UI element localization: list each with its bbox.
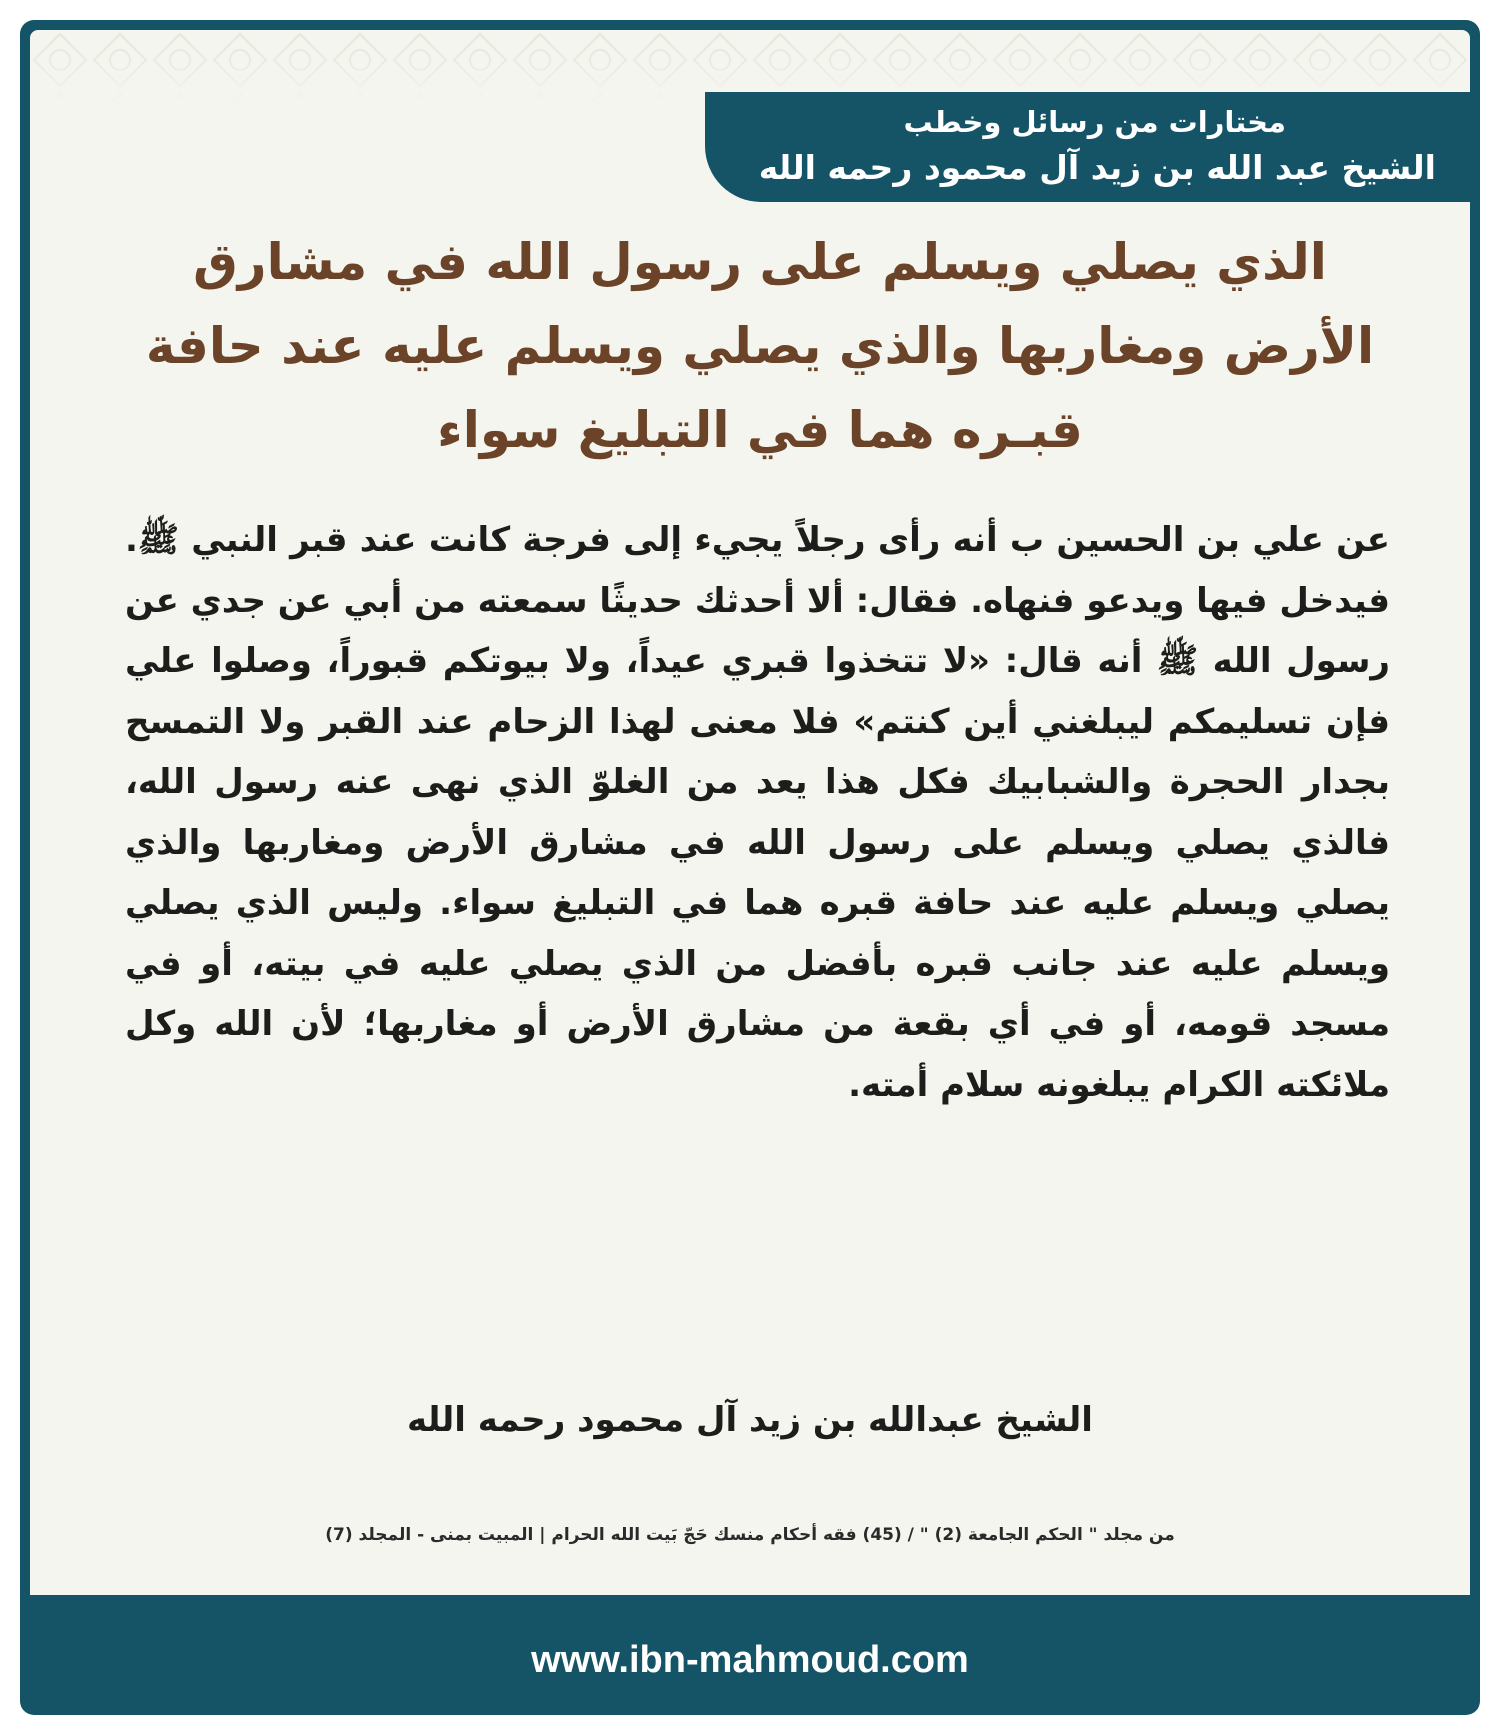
footer-url-link[interactable]: www.ibn-mahmoud.com [531,1639,969,1681]
page-title: الذي يصلي ويسلم على رسول الله في مشارق الأرض ومغاربها والذي يصلي ويسلم عليه عند حافة قبـره هما في التبليغ سواء [145,233,1375,459]
body-text: عن علي بن الحسين ب أنه رأى رجلاً يجيء إلى فرجة كانت عند قبر النبي ﷺ. فيدخل فيها ويدعو فنهاه. فقال: ألا أحدثك حديثًا سمعته من أبي عن جدي عن رسول الله ﷺ أنه قال: «لا تتخذوا قبري عيداً، ولا بيوتكم قبوراً، وصلوا علي فإن تسليمكم ليبلغني أين كنتم» فلا معنى لهذا الزحام عند القبر ولا التمسح بجدار الحجرة والشبابيك فكل هذا يعد من الغلوّ الذي نهى عنه رسول الله، فالذي يصلي ويسلم على رسول الله في مشارق الأرض ومغاربها والذي يصلي ويسلم عليه عند حافة قبره هما في التبليغ سواء. وليس الذي يصلي ويسلم عليه عند جانب قبره بأفضل من الذي يصلي عليه في بيته، أو في مسجد قومه، أو في أي بقعة من مشارق الأرض أو مغاربها؛ لأن الله وكل ملائكته الكرام يبلغونه سلام أمته. [125,520,1390,1105]
source-citation: من مجلد " الحكم الجامعة (2) " / (45) فقه أحكام منسك حَجّ بَيت الله الحرام | المبيت بمنى - المجلد (7) [325,1525,1175,1545]
series-title: مختارات من رسائل وخطب [903,105,1286,139]
card-frame [20,20,1480,1715]
content-sheet [30,30,1470,1595]
author-name-header: الشيخ عبد الله بن زيد آل محمود رحمه الله [758,148,1436,187]
header-band [705,92,1470,202]
signature: الشيخ عبدالله بن زيد آل محمود رحمه الله [407,1400,1093,1440]
